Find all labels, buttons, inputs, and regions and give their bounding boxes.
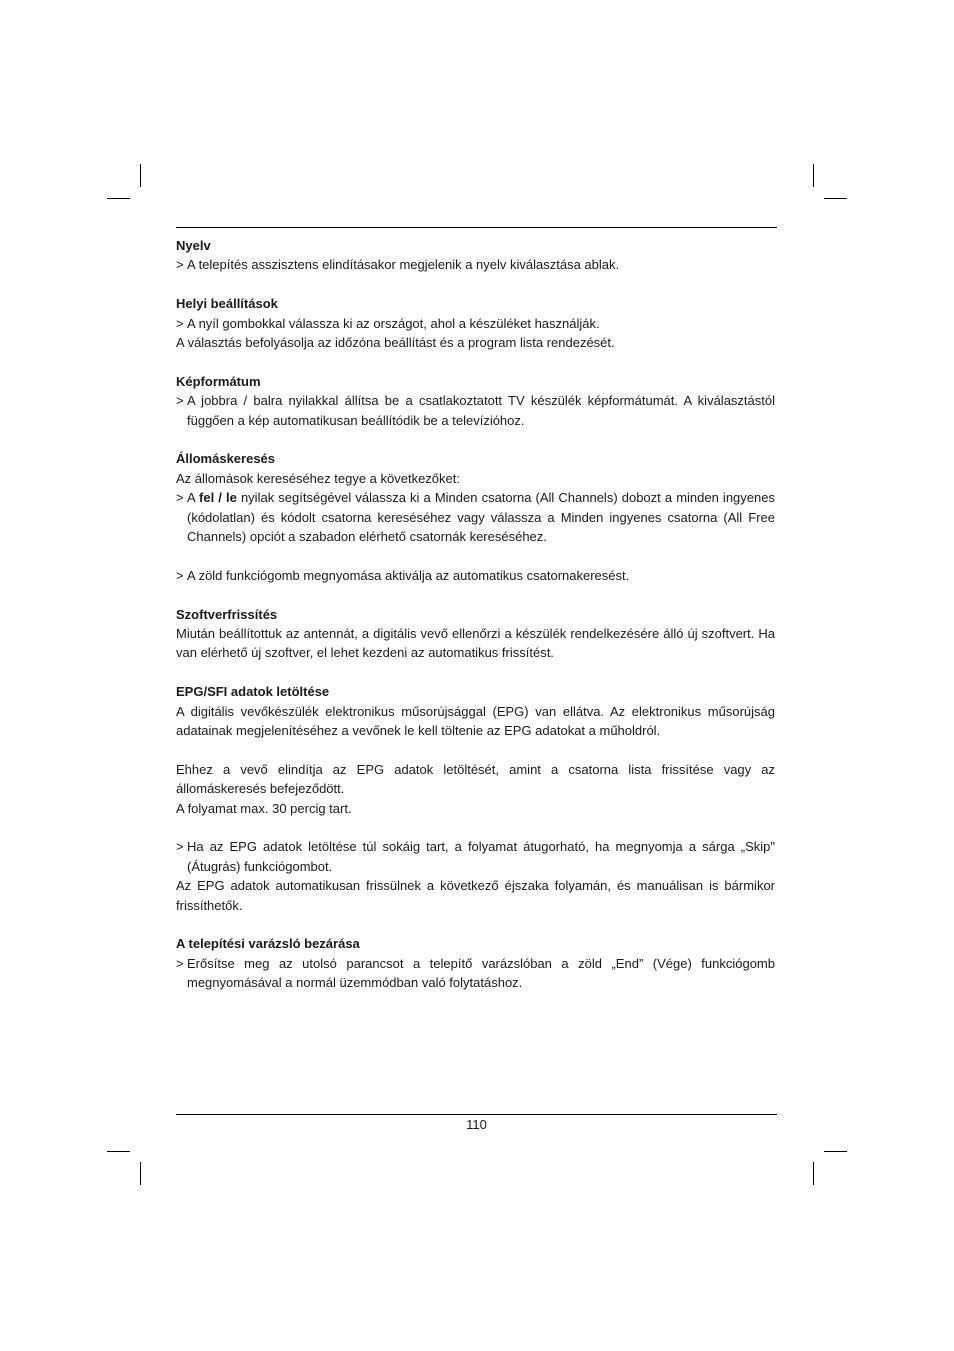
crop-mark [140,1162,141,1185]
crop-mark [824,1151,847,1152]
bullet-item: > A fel / le nyilak segítségével válassza ki a Minden csatorna (All Channels) dobozt a minden ingyenes (kódolatlan) és kódolt csatorna kereséséhez vagy válassza a Minden ingyenes csatorna (All Free Channels) opciót a szabadon elérhető csatornák kereséséhez. [176,490,775,545]
section-varazslo-bezarasa [176,934,775,992]
section-nyelv [176,236,775,275]
section-heading: Nyelv [176,238,211,253]
section-szoftverfrissites [176,605,775,663]
page-content [176,236,775,1012]
paragraph: Ehhez a vevő elindítja az EPG adatok letöltését, amint a csatorna lista frissítése vagy az állomáskeresés befejeződött. [176,761,775,797]
section-heading: Szoftverfrissítés [176,606,278,622]
paragraph: A választás befolyásolja az időzóna beállítást és a program lista rendezését. [176,335,615,351]
section-epg [176,682,775,915]
paragraph: Az EPG adatok automatikusan frissülnek a következő éjszaka folyamán, és manuálisan is bármikor frissíthetők. [176,878,775,913]
crop-mark [107,198,130,199]
bullet-item: > A telepítés asszisztens elindításakor megjelenik a nyelv kiválasztása ablak. [176,255,775,274]
section-heading: Állomáskeresés [176,451,276,467]
crop-mark [824,198,847,199]
header-rule [176,227,777,228]
bullet-marker: > [176,257,184,273]
crop-mark [107,1151,130,1152]
section-allomaskereses [176,449,775,585]
section-helyi-beallitasok [176,294,775,352]
paragraph: A digitális vevőkészülék elektronikus műsorújsággal (EPG) van ellátva. Az elektronikus műsorújság adatainak megjelenítéséhez a vevőnek le kell töltenie az EPG adatokat a műholdról. [176,703,775,739]
bullet-marker: > [176,490,184,506]
section-heading: A telepítési varázsló bezárása [176,936,360,952]
section-heading: Képformátum [176,373,261,389]
section-kepformatum [176,372,775,430]
paragraph: Az állomások kereséséhez tegye a következőket: [176,470,460,486]
bullet-item: > A jobbra / balra nyilakkal állítsa be a csatlakoztatott TV készülék képformátumát. A kiválasztástól függően a kép automatikusan beállítódik be a televízióhoz. [176,393,775,428]
bullet-marker: > [176,839,184,855]
crop-mark [813,164,814,187]
paragraph: A folyamat max. 30 percig tart. [176,800,352,816]
footer-rule [176,1114,777,1115]
paragraph: Miután beállítottuk az antennát, a digitális vevő ellenőrzi a készülék rendelkezésére álló új szoftvert. Ha van elérhető új szoftver, el lehet kezdeni az automatikus frissítést. [176,626,775,661]
bullet-item: > A nyíl gombokkal válassza ki az országot, ahol a készüléket használják. [176,314,775,333]
bold-text: fel / le [199,490,237,506]
bullet-marker: > [176,393,184,409]
bullet-item: > Erősítse meg az utolsó parancsot a telepítő varázslóban a zöld „End” (Vége) funkciógomb megnyomásával a normál üzemmódban való folytatáshoz. [176,955,775,991]
crop-mark [140,164,141,187]
page-number: 110 [466,1117,487,1132]
bullet-marker: > [176,567,184,583]
section-heading: EPG/SFI adatok letöltése [176,684,330,700]
bullet-marker: > [176,955,184,971]
bullet-item: > A zöld funkciógomb megnyomása aktiválja az automatikus csatornakeresést. [176,566,775,585]
section-heading: Helyi beállítások [176,296,278,312]
bullet-item: > Ha az EPG adatok letöltése túl sokáig tart, a folyamat átugorható, ha megnyomja a sárga „Skip" (Átugrás) funkciógombot. [176,839,775,874]
bullet-marker: > [176,315,184,331]
crop-mark [813,1162,814,1185]
